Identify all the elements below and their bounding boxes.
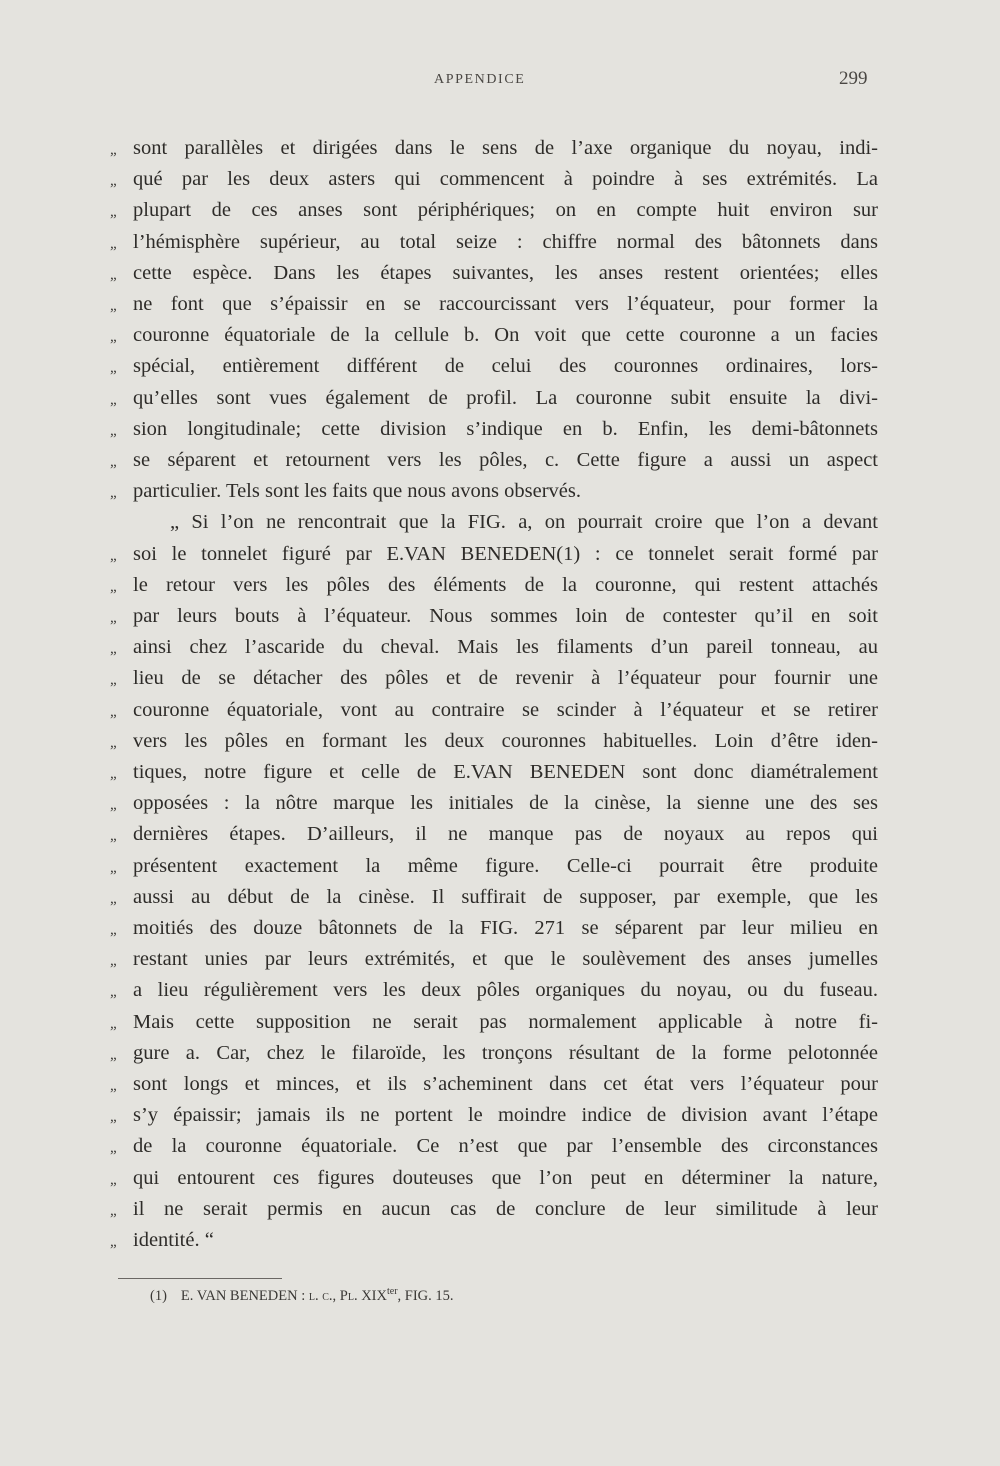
quote-mark: „ bbox=[110, 641, 117, 658]
footnote-superscript: ter bbox=[386, 1286, 398, 1297]
quote-mark: „ bbox=[110, 922, 117, 938]
quote-mark: „ bbox=[110, 703, 117, 720]
footnote-text: E. VAN BENEDEN : l. c., Pl. XIX bbox=[180, 1287, 387, 1304]
quote-mark: „ bbox=[110, 142, 117, 158]
text-line: qué par les deux asters qui commencent à poindre à ses extrémités. La bbox=[133, 168, 878, 191]
quote-mark: „ bbox=[110, 391, 117, 408]
quote-mark: „ bbox=[110, 1202, 117, 1219]
quote-mark: „ bbox=[110, 547, 117, 564]
quote-mark: „ bbox=[110, 984, 117, 1001]
text-line: aussi au début de la cinèse. Il suffirait de supposer, par exemple, que les bbox=[133, 885, 878, 908]
text-line: plupart de ces anses sont périphériques; on en compte huit environ sur bbox=[133, 199, 878, 222]
text-line: particulier. Tels sont les faits que nous avons observés. bbox=[133, 480, 581, 503]
text-line: spécial, entièrement différent de celui des couronnes ordinaires, lors- bbox=[133, 355, 878, 378]
text-line: qui entourent ces figures douteuses que l’on peut en déterminer la nature, bbox=[133, 1166, 878, 1189]
quote-mark: „ bbox=[110, 1234, 117, 1250]
quote-mark: „ bbox=[110, 454, 117, 470]
text-line: il ne serait permis en aucun cas de conclure de leur similitude à leur bbox=[133, 1197, 878, 1220]
quote-mark: „ bbox=[110, 329, 117, 346]
quote-mark: „ bbox=[110, 298, 117, 314]
text-line: tiques, notre figure et celle de E.VAN BENEDEN sont donc diamétralement bbox=[133, 761, 878, 783]
text-line: moitiés des douze bâtonnets de la FIG. 271 se séparent par leur milieu en bbox=[133, 917, 878, 939]
text-line: sion longitudinale; cette division s’indique en b. Enfin, les demi-bâtonnets bbox=[133, 417, 878, 440]
quote-mark: „ bbox=[110, 360, 117, 377]
text-line: par leurs bouts à l’équateur. Nous sommes loin de contester qu’il en soit bbox=[133, 605, 878, 627]
quote-mark: „ bbox=[110, 1015, 117, 1032]
quote-mark: „ bbox=[110, 204, 117, 221]
quote-mark: „ bbox=[110, 1078, 117, 1094]
text-line: a lieu régulièrement vers les deux pôles organiques du noyau, ou du fuseau. bbox=[133, 979, 878, 1002]
text-line: soi le tonnelet figuré par E.VAN BENEDEN(1) : ce tonnelet serait formé par bbox=[133, 542, 878, 565]
footnote-rule bbox=[118, 1278, 282, 1279]
quote-mark: „ bbox=[110, 828, 117, 845]
quote-mark: „ bbox=[110, 797, 117, 814]
text-line: gure a. Car, chez le filaroïde, les tronçons résultant de la forme pelotonnée bbox=[133, 1041, 878, 1064]
quote-mark: „ bbox=[110, 859, 117, 876]
text-line: „ Si l’on ne rencontrait que la FIG. a, on pourrait croire que l’on a devant bbox=[170, 511, 878, 534]
quote-mark: „ bbox=[110, 266, 117, 283]
running-title: APPENDICE bbox=[434, 72, 526, 87]
quote-mark: „ bbox=[110, 578, 117, 595]
page-number: 299 bbox=[839, 68, 868, 89]
footnote bbox=[150, 1280, 454, 1304]
quote-mark: „ bbox=[110, 766, 117, 782]
quote-mark: „ bbox=[110, 734, 117, 751]
text-line: s’y épaissir; jamais ils ne portent le moindre indice de division avant l’étape bbox=[133, 1104, 878, 1127]
text-line: qu’elles sont vues également de profil. La couronne subit ensuite la divi- bbox=[133, 386, 878, 409]
text-line: couronne équatoriale, vont au contraire se scinder à l’équateur et se retirer bbox=[133, 698, 878, 721]
text-line: lieu de se détacher des pôles et de revenir à l’équateur pour fournir une bbox=[133, 667, 878, 690]
text-line: le retour vers les pôles des éléments de la couronne, qui restent attachés bbox=[133, 573, 878, 596]
text-line: ainsi chez l’ascaride du cheval. Mais les filaments d’un pareil tonneau, au bbox=[133, 636, 878, 659]
text-line: opposées : la nôtre marque les initiales de la cinèse, la sienne une des ses bbox=[133, 792, 878, 815]
footnote-marker: (1) bbox=[150, 1287, 167, 1304]
quote-mark: „ bbox=[110, 173, 117, 190]
quote-mark: „ bbox=[110, 235, 117, 252]
text-line: sont longs et minces, et ils s’acheminent dans cet état vers l’équateur pour bbox=[133, 1073, 878, 1095]
text-line: présentent exactement la même figure. Celle-ci pourrait être produite bbox=[133, 854, 878, 877]
text-line: Mais cette supposition ne serait pas normalement applicable à notre fi- bbox=[133, 1010, 878, 1033]
text-line: vers les pôles en formant les deux couronnes habituelles. Loin d’être iden- bbox=[133, 729, 878, 752]
text-line: se séparent et retournent vers les pôles, c. Cette figure a aussi un aspect bbox=[133, 449, 878, 471]
text-line: cette espèce. Dans les étapes suivantes, les anses restent orientées; elles bbox=[133, 261, 878, 284]
text-line: couronne équatoriale de la cellule b. On voit que cette couronne a un facies bbox=[133, 324, 878, 347]
quote-mark: „ bbox=[110, 953, 117, 970]
text-line: ne font que s’épaissir en se raccourcissant vers l’équateur, pour former la bbox=[133, 293, 878, 315]
quote-mark: „ bbox=[110, 422, 117, 439]
quote-mark: „ bbox=[110, 1140, 117, 1157]
footnote-tail: , FIG. 15. bbox=[397, 1287, 454, 1304]
quote-mark: „ bbox=[110, 1109, 117, 1126]
text-line: identité. “ bbox=[133, 1229, 214, 1251]
text-line: de la couronne équatoriale. Ce n’est que par l’ensemble des circonstances bbox=[133, 1135, 878, 1158]
quote-mark: „ bbox=[110, 610, 117, 626]
quote-mark: „ bbox=[110, 1171, 117, 1188]
text-line: l’hémisphère supérieur, au total seize : chiffre normal des bâtonnets dans bbox=[133, 230, 878, 253]
quote-mark: „ bbox=[110, 672, 117, 689]
quote-mark: „ bbox=[110, 485, 117, 502]
quote-mark: „ bbox=[110, 1046, 117, 1063]
text-line: restant unies par leurs extrémités, et que le soulèvement des anses jumelles bbox=[133, 948, 878, 971]
quote-mark: „ bbox=[110, 890, 117, 907]
text-line: sont parallèles et dirigées dans le sens de l’axe organique du noyau, indi- bbox=[133, 137, 878, 159]
text-line: dernières étapes. D’ailleurs, il ne manque pas de noyaux au repos qui bbox=[133, 823, 878, 846]
